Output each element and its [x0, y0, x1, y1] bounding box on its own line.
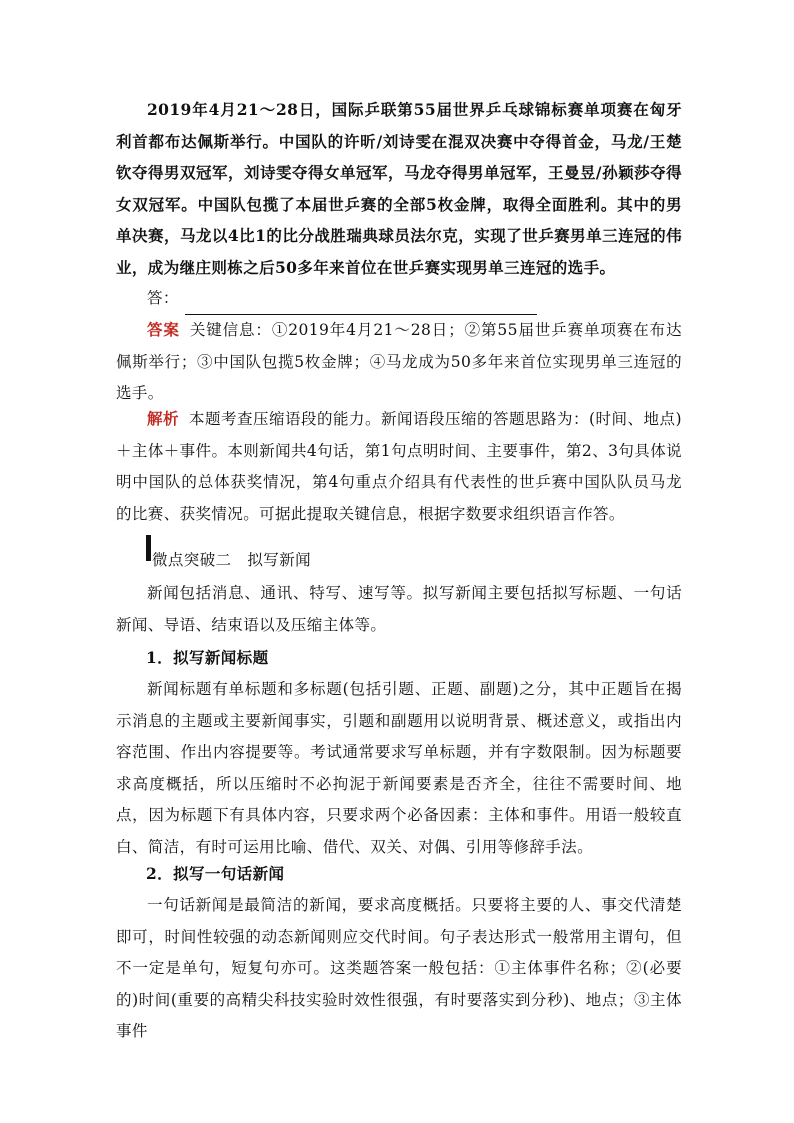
subsection-1-title: 1．拟写新闻标题	[146, 648, 269, 667]
answer-prompt-line	[116, 283, 682, 315]
subsection-2-title: 2．拟写一句话新闻	[146, 864, 285, 883]
answer-block	[116, 314, 682, 410]
section-intro: 新闻包括消息、通讯、特写、速写等。拟写新闻主要包括拟写标题、一句话新闻、导语、结束语以及压缩主体等。	[116, 584, 682, 634]
subsection-2-text: 一句话新闻是最简洁的新闻，要求高度概括。只要将主要的人、事交代清楚即可，时间性较强的动态新闻则应交代时间。句子表达形式一般常用主谓句，但不一定是单句，短复句亦可。这类题答案一般包括：①主体事件名称；②(必要的)时间(重要的高精尖科技实验时效性很强，有时要落实到分秒)、地点；③主体事件	[116, 896, 682, 1040]
answer-blank-line	[185, 294, 537, 315]
subsection-1-text: 新闻标题有单标题和多标题(包括引题、正题、副题)之分，其中正题旨在揭示消息的主题或主要新闻事实，引题和副题用以说明背景、概述意义，或指出内容范围、作出内容提要等。考试通常要求写单标题，并有字数限制。因为标题要求高度概括，所以压缩时不必拘泥于新闻要素是否齐全，往往不需要时间、地点，因为标题下有具体内容，只要求两个必备因素：主体和事件。用语一般较直白、简洁，有时可运用比喻、借代、双关、对偶、引用等修辞手法。	[116, 680, 682, 856]
news-passage: 2019年4月21～28日，国际乒联第55届世界乒乓球锦标赛单项赛在匈牙利首都布达佩斯举行。中国队的许昕/刘诗雯在混双决赛中夺得首金，马龙/王楚钦夺得男双冠军，刘诗雯夺得女单冠军，马龙夺得男单冠军，王曼昱/孙颖莎夺得女双冠军。中国队包揽了本届世乒赛的全部5枚金牌，取得全面胜利。其中的男单决赛，马龙以4比1的比分战胜瑞典球员法尔克，实现了世乒赛男单三连冠的伟业，成为继庄则栋之后50多年来首位在世乒赛实现男单三连冠的选手。	[116, 100, 682, 277]
answer-text: 关键信息：①2019年4月21～28日；②第55届世乒赛单项赛在布达佩斯举行；③中国队包揽5枚金牌；④马龙成为50多年来首位实现男单三连冠的选手。	[116, 321, 682, 402]
analysis-text: 本题考查压缩语段的能力。新闻语段压缩的答题思路为：(时间、地点)＋主体＋事件。本则新闻共4句话，第1句点明时间、主要事件，第2、3句具体说明中国队的总体获奖情况，第4句重点介绍具有代表性的世乒赛中国队队员马龙的比赛、获奖情况。可据此提取关键信息，根据字数要求组织语言作答。	[116, 410, 682, 523]
analysis-label: 解析	[147, 409, 179, 428]
section-title: 微点突破二 拟写新闻	[152, 551, 312, 569]
answer-label: 答案	[147, 320, 180, 339]
analysis-block	[116, 403, 682, 530]
answer-prompt: 答：	[147, 289, 179, 307]
